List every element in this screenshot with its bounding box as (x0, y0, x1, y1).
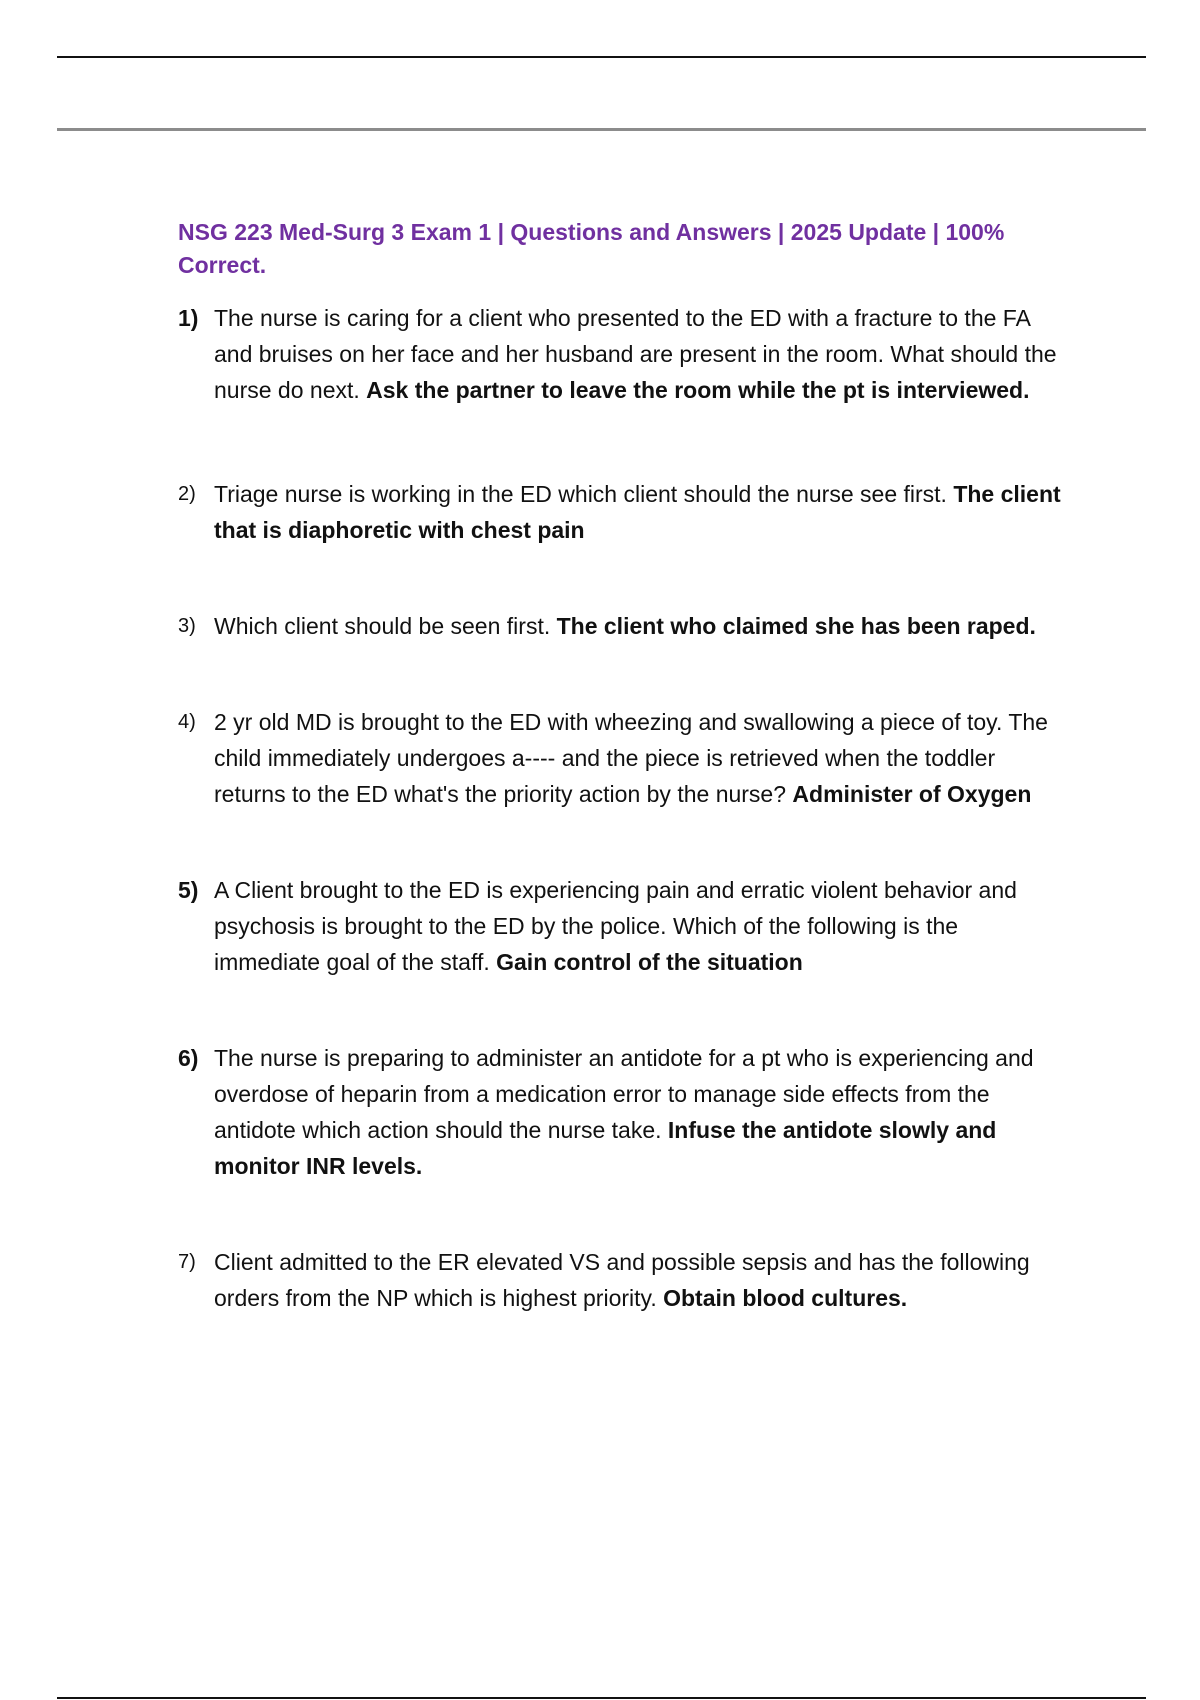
page-content (178, 216, 1068, 1316)
question-text: Triage nurse is working in the ED which client should the nurse see first. (214, 481, 954, 507)
header-rule (57, 128, 1146, 131)
question-list (178, 300, 1068, 1316)
answer-text: The client who claimed she has been raped. (556, 613, 1036, 639)
question-text: Client admitted to the ER elevated VS and possible sepsis and has the following orders from the NP which is highest priority. (214, 1249, 1030, 1311)
question-item-3 (178, 608, 1068, 644)
question-text: Which client should be seen first. (214, 613, 557, 639)
question-item-1 (178, 300, 1068, 408)
answer-text: Infuse the antidote slowly and monitor INR levels. (214, 1117, 997, 1179)
question-item-6 (178, 1040, 1068, 1184)
question-text: A Client brought to the ED is experiencing pain and erratic violent behavior and psychosis is brought to the ED by the police. Which of the following is the immediate goal of the staff. (214, 877, 1017, 975)
question-item-2 (178, 476, 1068, 548)
question-item-7 (178, 1244, 1068, 1316)
question-number: 3) (178, 615, 196, 637)
question-number: 2) (178, 483, 196, 505)
question-item-5 (178, 872, 1068, 980)
question-item-4 (178, 704, 1068, 812)
document-title: NSG 223 Med-Surg 3 Exam 1 | Questions and Answers | 2025 Update | 100% Correct. (178, 219, 1005, 278)
bottom-rule (57, 1697, 1146, 1699)
question-number: 1) (178, 305, 199, 331)
question-number: 6) (178, 1045, 199, 1071)
question-text: The nurse is caring for a client who presented to the ED with a fracture to the FA and bruises on her face and her husband are present in the room. What should the nurse do next. (214, 305, 1057, 403)
question-number: 5) (178, 877, 199, 903)
answer-text: Administer of Oxygen (792, 781, 1032, 807)
question-number: 4) (178, 711, 196, 733)
top-rule (57, 56, 1146, 58)
answer-text: Ask the partner to leave the room while the pt is interviewed. (366, 377, 1030, 403)
question-number: 7) (178, 1251, 196, 1273)
question-text: The nurse is preparing to administer an antidote for a pt who is experiencing and overdose of heparin from a medication error to manage side effects from the antidote which action should the nurse take. (214, 1045, 1034, 1143)
answer-text: Obtain blood cultures. (663, 1285, 908, 1311)
answer-text: The client that is diaphoretic with chest pain (214, 481, 1061, 543)
answer-text: Gain control of the situation (496, 949, 803, 975)
question-text: 2 yr old MD is brought to the ED with wheezing and swallowing a piece of toy. The child immediately undergoes a---- and the piece is retrieved when the toddler returns to the ED what's the priority action by the nurse? (214, 709, 1048, 807)
